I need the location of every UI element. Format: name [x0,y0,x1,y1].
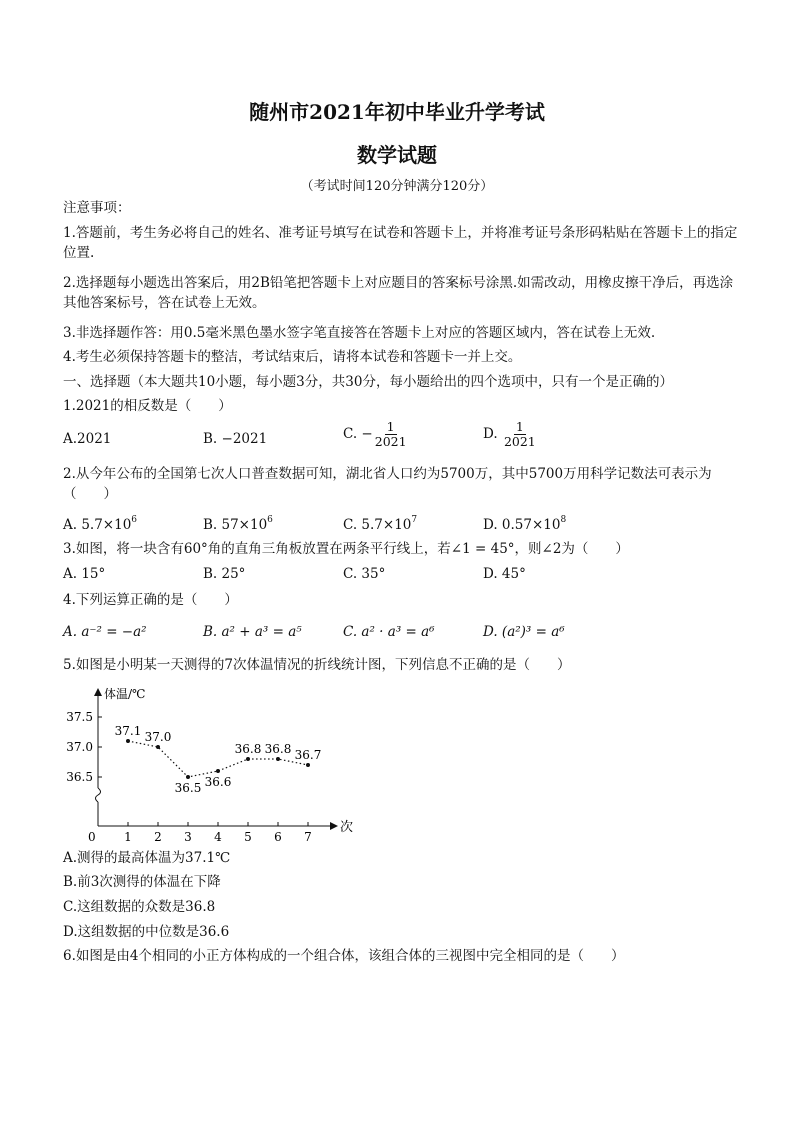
q4-option-c: C. a² · a³ = a⁶ [343,624,435,640]
question-3-stem: 3.如图，将一块含有60°角的直角三角板放置在两条平行线上，若∠1 = 45°，则∠2为（ ） [63,541,629,557]
data-point [186,775,190,779]
notes-heading: 注意事项： [63,200,131,216]
q3-option-c: C. 35° [343,566,386,582]
data-label: 36.7 [294,748,322,762]
data-label: 36.6 [204,775,232,789]
x-tick-label: 7 [304,830,312,842]
note-item-3: 3.非选择题作答：用0.5毫米黑色墨水签字笔直接答在答题卡上对应的答题区域内，答在试卷上无效. [63,325,656,341]
data-label: 36.5 [174,781,202,795]
q2-option-c: C. $5.7\times 10^7$ [343,515,418,533]
data-label: 36.8 [234,742,262,756]
note-item-1: 1.答题前，考生务必将自己的姓名、准考证号填写在试卷和答题卡上，并将准考证号条形码粘贴在答题卡上的指定位置. [63,225,738,261]
q3-option-d: D. 45° [483,566,526,582]
chart-labels [115,724,322,795]
data-point [246,757,250,761]
chart-axes [66,686,353,842]
q4-option-d: D. (a²)³ = a⁶ [483,624,565,640]
y-tick-label: 37.0 [66,740,93,754]
q2-option-d: D. $0.57\times 10^8$ [483,515,567,533]
y-axis-label: 体温/℃ [104,687,146,701]
x-tick-label: 4 [214,830,222,842]
exam-title: 随州市2021年初中毕业升学考试 [249,100,545,124]
data-label: 36.8 [264,742,292,756]
question-6-stem: 6.如图是由4个相同的小正方体构成的一个组合体，该组合体的三视图中完全相同的是（ ） [63,948,625,964]
data-label: 37.0 [144,730,172,744]
y-tick-label: 36.5 [66,770,93,784]
question-2-stem: 2.从今年公布的全国第七次人口普查数据可知，湖北省人口约为5700万，其中5700万用科学记数法可表示为（ ） [63,466,712,502]
question-1-stem: 1.2021的相反数是（ ） [63,398,232,414]
q1-option-d: D. $\frac{1}{2021}$ [483,419,536,449]
q3-option-b: B. 25° [203,566,246,582]
data-point [306,763,310,767]
q5-option-a: A.测得的最高体温为37.1℃ [63,850,231,866]
exam-subtitle: 数学试题 [357,143,437,167]
q5-option-d: D.这组数据的中位数是36.6 [63,924,230,940]
x-tick-label: 5 [244,830,252,842]
y-axis-break [96,788,101,802]
question-5-stem: 5.如图是小明某一天测得的7次体温情况的折线统计图，下列信息不正确的是（ ） [63,657,571,673]
data-point [156,745,160,749]
q1-option-b: B. −2021 [203,431,268,447]
origin-label: 0 [88,830,96,842]
q2-option-a: A. $5.7\times 10^6$ [63,515,138,533]
x-tick-label: 2 [154,830,162,842]
q3-option-a: A. 15° [63,566,106,582]
q4-option-a: A. a⁻² = −a² [63,624,147,640]
x-axis-label: 次 [340,820,354,835]
data-label: 37.1 [114,724,142,738]
data-point [126,739,130,743]
q4-option-b: B. a² + a³ = a⁵ [203,624,302,640]
data-point [216,769,220,773]
note-item-4: 4.考生必须保持答题卡的整洁，考试结束后，请将本试卷和答题卡一并上交。 [63,349,522,365]
exam-info: （考试时间120分钟满分120分） [300,179,494,194]
fraction: $\frac{1}{2021}$ [374,419,407,449]
x-tick-label: 6 [274,830,282,842]
q5-option-c: C.这组数据的众数是36.8 [63,899,216,915]
data-point [276,757,280,761]
q5-option-b: B.前3次测得的体温在下降 [63,874,221,890]
note-item-2: 2.选择题每小题选出答案后，用2B铅笔把答题卡上对应题目的答案标号涂黑.如需改动，用橡皮擦干净后，再选涂其他答案标号，答在试卷上无效。 [63,275,734,311]
x-tick-label: 1 [124,830,132,842]
temperature-line-chart [60,680,360,842]
q1-option-a: A.2021 [63,431,112,447]
q2-option-b: B. $57\times 10^6$ [203,515,273,533]
y-tick-label: 37.5 [66,710,93,724]
question-4-stem: 4.下列运算正确的是（ ） [63,592,238,608]
section-heading: 一、选择题（本大题共10小题，每小题3分，共30分，每小题给出的四个选项中，只有一个是正确的） [63,374,673,390]
x-tick-label: 3 [184,830,192,842]
q1-option-c: C. − $\frac{1}{2021}$ [343,419,407,449]
fraction: $\frac{1}{2021}$ [503,419,536,449]
